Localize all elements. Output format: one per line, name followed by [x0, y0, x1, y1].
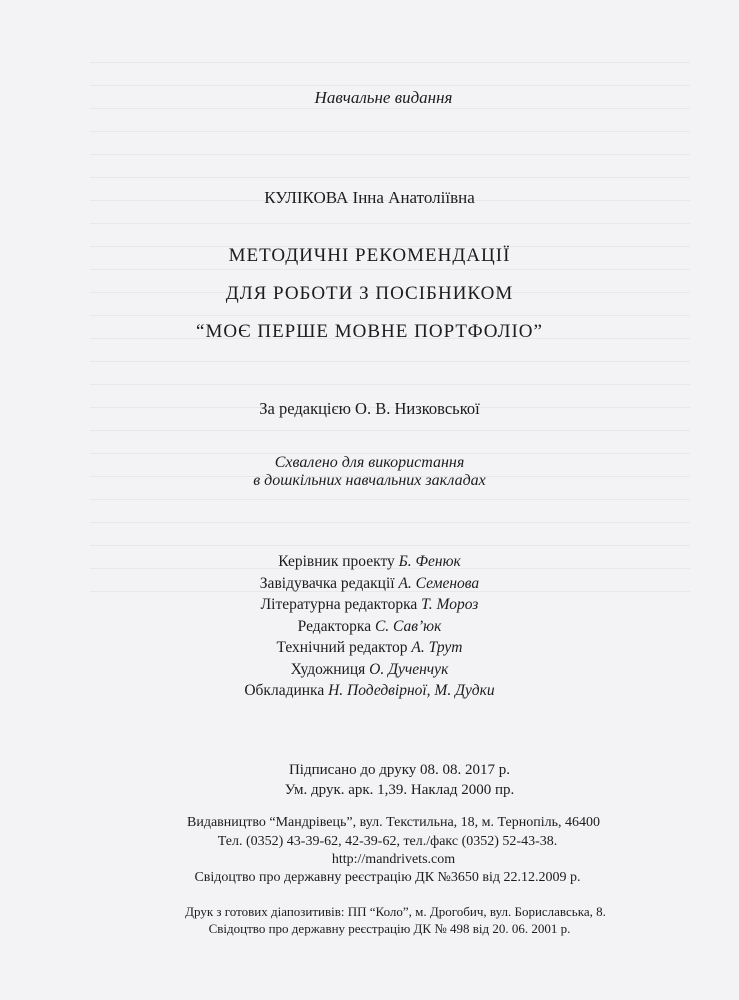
credit-line — [0, 616, 739, 638]
printer-info: Друк з готових діапозитивів: ПП “Коло”, м. Дрогобич, вул. Бориславська, 8. — [185, 904, 606, 919]
credit-role: Редакторка — [297, 617, 372, 635]
credit-role: Завідувачка редакції — [259, 574, 395, 592]
publisher-website: http://mandrivets.com — [331, 852, 456, 867]
credit-name: А. Трут — [411, 639, 463, 656]
credit-name: Б. Фенюк — [398, 553, 461, 570]
credit-name: О. Дученчук — [369, 660, 449, 678]
credit-name: Н. Подедвірної, М. Дудки — [328, 682, 495, 699]
title-line-2: ДЛЯ РОБОТИ З ПОСІБНИКОМ — [225, 283, 514, 304]
publisher-address: Видавництво “Мандрівець”, вул. Текстильна, 18, м. Тернопіль, 46400 — [186, 815, 601, 830]
print-run: Ум. друк. арк. 1,39. Наклад 2000 пр. — [284, 782, 515, 798]
title-line-3: “МОЄ ПЕРШЕ МОВНЕ ПОРТФОЛІО” — [196, 321, 543, 342]
approval-line-1: Схвалено для використання — [274, 454, 465, 471]
print-date: Підписано до друку 08. 08. 2017 р. — [288, 762, 511, 778]
credit-name: Т. Мороз — [421, 596, 479, 613]
editor-line: За редакцією О. В. Низковської — [259, 399, 480, 418]
credits-block — [0, 551, 739, 702]
credit-name: С. Сав’юк — [374, 617, 442, 635]
credit-line — [0, 594, 739, 616]
credit-line — [0, 551, 739, 573]
credit-line — [0, 680, 739, 702]
publisher-phones: Тел. (0352) 43-39-62, 42-39-62, тел./факс (0352) 52-43-38. — [217, 834, 558, 849]
credit-name: А. Семенова — [398, 574, 480, 592]
credit-line — [0, 637, 739, 659]
author-name: КУЛІКОВА Інна Анатоліївна — [264, 188, 475, 207]
approval-line-2: в дошкільних навчальних закладах — [253, 472, 486, 489]
printer-certificate: Свідоцтво про державну реєстрацію ДК № 498 від 20. 06. 2001 р. — [208, 921, 571, 936]
credit-role: Обкладинка — [244, 682, 325, 699]
publisher-certificate: Свідоцтво про державну реєстрацію ДК №3650 від 22.12.2009 р. — [194, 870, 581, 885]
edition-type: Навчальне видання — [314, 88, 453, 107]
credit-role: Художниця — [290, 660, 366, 678]
credit-role: Літературна редакторка — [260, 596, 418, 613]
credit-line — [0, 659, 739, 681]
credit-line — [0, 573, 739, 595]
bleed-through-text — [90, 40, 690, 600]
credit-role: Керівник проекту — [278, 553, 395, 570]
title-line-1: МЕТОДИЧНІ РЕКОМЕНДАЦІЇ — [228, 245, 511, 266]
credit-role: Технічний редактор — [276, 639, 408, 656]
